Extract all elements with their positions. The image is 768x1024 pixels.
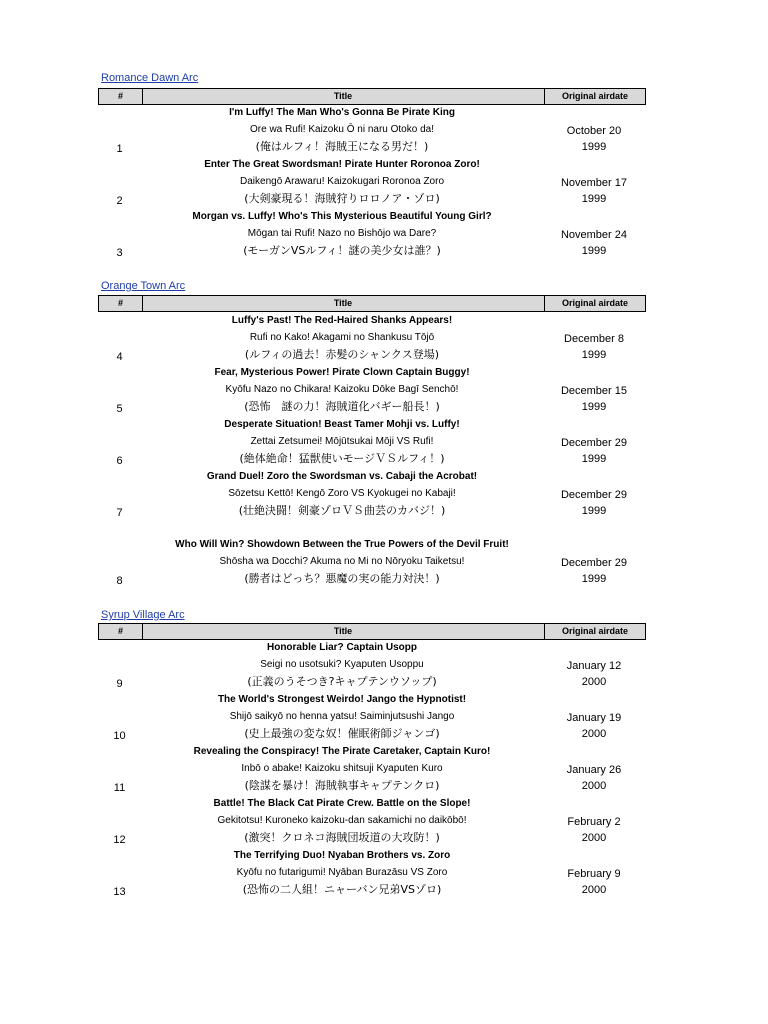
header-airdate: Original airdate [561, 626, 629, 636]
airdate-year: 1999 [581, 349, 607, 361]
episode-title-romaji: Ore wa Rufi! Kaizoku Ō ni naru Otoko da! [250, 124, 434, 135]
airdate-year: 1999 [581, 141, 607, 153]
episode-title-english: Honorable Liar? Captain Usopp [266, 642, 417, 653]
episode-row [98, 641, 646, 693]
episode-title-english: Desperate Situation! Beast Tamer Mohji vs. Luffy! [224, 419, 460, 430]
table-header [98, 623, 646, 640]
episode-row [98, 470, 646, 522]
episode-number: 3 [116, 247, 123, 259]
episode-title-romaji: Rufi no Kako! Akagami no Shankusu Tōjō [249, 332, 435, 343]
airdate-year: 2000 [581, 832, 607, 844]
episode-title-romaji: Mōgan tai Rufi! Nazo no Bishōjo wa Dare? [247, 228, 437, 239]
episode-title-english: Morgan vs. Luffy! Who's This Mysterious Beautiful Young Girl? [192, 211, 492, 222]
episode-title-japanese: (ルフィの過去！赤髪のシャンクス登場) [244, 348, 440, 361]
episode-title-japanese: (壮絶決闘！剣豪ゾロＶＳ曲芸のカバジ！) [238, 504, 446, 517]
episode-number: 8 [116, 575, 123, 587]
table-header [98, 295, 646, 312]
episode-number: 2 [116, 195, 123, 207]
airdate-year: 1999 [581, 573, 607, 585]
episode-number: 1 [116, 143, 123, 155]
episode-title-romaji: Seigi no usotsuki? Kyaputen Usoppu [260, 659, 424, 670]
header-number: # [99, 296, 143, 311]
episode-row [98, 210, 646, 262]
episode-number: 5 [116, 403, 123, 415]
section-title-link[interactable]: Romance Dawn Arc [101, 72, 199, 84]
episode-title-romaji: Shijō saikyō no henna yatsu! Saiminjutsushi Jango [229, 711, 455, 722]
episode-row [98, 849, 646, 901]
episode-row [98, 538, 646, 590]
episode-title-japanese: (陰謀を暴け！海賊執事キャプテンクロ) [244, 779, 440, 792]
airdate-year: 1999 [581, 453, 607, 465]
episode-title-japanese: (大剣豪現る！海賊狩りロロノア・ゾロ) [244, 192, 440, 205]
episode-title-english: The World's Strongest Weirdo! Jango the Hypnotist! [217, 694, 467, 705]
episode-title-english: Battle! The Black Cat Pirate Crew. Battle on the Slope! [213, 798, 471, 809]
airdate-month-day: January 26 [566, 764, 622, 776]
episode-number: 10 [113, 730, 126, 742]
header-number: # [99, 89, 143, 104]
airdate-year: 1999 [581, 401, 607, 413]
header-title: Title [142, 296, 545, 311]
episode-row [98, 693, 646, 745]
airdate-month-day: February 2 [567, 816, 621, 828]
episode-title-english: The Terrifying Duo! Nyaban Brothers vs. Zoro [233, 850, 451, 861]
episode-number: 11 [113, 782, 126, 794]
episode-title-romaji: Shōsha wa Docchi? Akuma no Mi no Nōryoku Taiketsu! [219, 556, 465, 567]
episode-title-romaji: Zettai Zetsumei! Mōjūtsukai Mōji VS Rufi! [250, 436, 434, 447]
airdate-year: 2000 [581, 780, 607, 792]
header-airdate: Original airdate [561, 298, 629, 308]
episode-title-japanese: (俺はルフィ！海賊王になる男だ！) [255, 140, 429, 153]
airdate-month-day: December 8 [564, 333, 624, 345]
episode-title-japanese: (激突！クロネコ海賊団坂道の大攻防！) [244, 831, 440, 844]
episode-title-english: Revealing the Conspiracy! The Pirate Caretaker, Captain Kuro! [193, 746, 491, 757]
airdate-month-day: January 12 [566, 660, 622, 672]
episode-title-english: Luffy's Past! The Red-Haired Shanks Appears! [231, 315, 453, 326]
header-title: Title [142, 89, 545, 104]
header-title: Title [142, 624, 545, 639]
episode-number: 9 [116, 678, 123, 690]
airdate-month-day: November 17 [560, 177, 628, 189]
airdate-year: 2000 [581, 728, 607, 740]
episode-title-english: Fear, Mysterious Power! Pirate Clown Captain Buggy! [214, 367, 470, 378]
section-title-link[interactable]: Orange Town Arc [101, 280, 186, 292]
episode-title-japanese: (正義のうそつき?キャプテンウソップ) [247, 675, 437, 688]
airdate-month-day: January 19 [566, 712, 622, 724]
airdate-year: 2000 [581, 884, 607, 896]
section-title-link[interactable]: Syrup Village Arc [101, 609, 185, 621]
episode-title-romaji: Kyōfu Nazo no Chikara! Kaizoku Dōke Bagī Senchō! [225, 384, 459, 395]
episode-title-romaji: Gekitotsu! Kuroneko kaizoku-dan sakamichi no daikōbō! [217, 815, 467, 826]
episode-title-japanese: (恐怖の二人組！ニャーバン兄弟VSゾロ) [242, 883, 442, 896]
episode-number: 4 [116, 351, 123, 363]
episode-row [98, 314, 646, 366]
airdate-month-day: November 24 [560, 229, 628, 241]
episode-title-japanese: (史上最強の変な奴！催眠術師ジャンゴ) [244, 727, 440, 740]
episode-row [98, 158, 646, 210]
episode-title-romaji: Daikengō Arawaru! Kaizokugari Roronoa Zoro [240, 176, 444, 187]
header-number: # [99, 624, 143, 639]
episode-title-romaji: Kyōfu no futarigumi! Nyāban Burazāsu VS Zoro [236, 867, 448, 878]
episode-number: 12 [113, 834, 126, 846]
episode-title-english: I'm Luffy! The Man Who's Gonna Be Pirate King [229, 107, 455, 118]
airdate-month-day: February 9 [567, 868, 621, 880]
episode-title-japanese: (勝者はどっち？悪魔の実の能力対決！) [244, 572, 440, 585]
episode-row [98, 418, 646, 470]
episode-number: 7 [116, 507, 123, 519]
episode-row [98, 106, 646, 158]
episode-title-english: Enter The Great Swordsman! Pirate Hunter Roronoa Zoro! [204, 159, 480, 170]
airdate-year: 2000 [581, 676, 607, 688]
episode-row [98, 797, 646, 849]
episode-title-romaji: Sōzetsu Kettō! Kengō Zoro VS Kyokugei no Kabaji! [228, 488, 456, 499]
episode-row [98, 366, 646, 418]
airdate-month-day: December 29 [560, 489, 628, 501]
episode-title-english: Grand Duel! Zoro the Swordsman vs. Cabaji the Acrobat! [206, 471, 478, 482]
episode-title-japanese: (モーガンVSルフィ！謎の美少女は誰？) [243, 244, 441, 257]
airdate-month-day: December 29 [560, 437, 628, 449]
airdate-year: 1999 [581, 245, 607, 257]
episode-number: 13 [113, 886, 126, 898]
episode-title-english: Who Will Win? Showdown Between the True Powers of the Devil Fruit! [175, 539, 509, 550]
episode-title-japanese: (恐怖 謎の力！海賊道化バギー船長！) [244, 400, 440, 413]
episode-title-japanese: (絶体絶命！猛獣使いモージＶＳルフィ！) [239, 452, 445, 465]
airdate-year: 1999 [581, 193, 607, 205]
episode-row [98, 745, 646, 797]
episode-number: 6 [116, 455, 123, 467]
airdate-year: 1999 [581, 505, 607, 517]
header-airdate: Original airdate [561, 91, 629, 101]
airdate-month-day: December 29 [560, 557, 628, 569]
airdate-month-day: October 20 [566, 125, 622, 137]
episode-title-romaji: Inbō o abake! Kaizoku shitsuji Kyaputen Kuro [241, 763, 443, 774]
airdate-month-day: December 15 [560, 385, 628, 397]
table-header [98, 88, 646, 105]
